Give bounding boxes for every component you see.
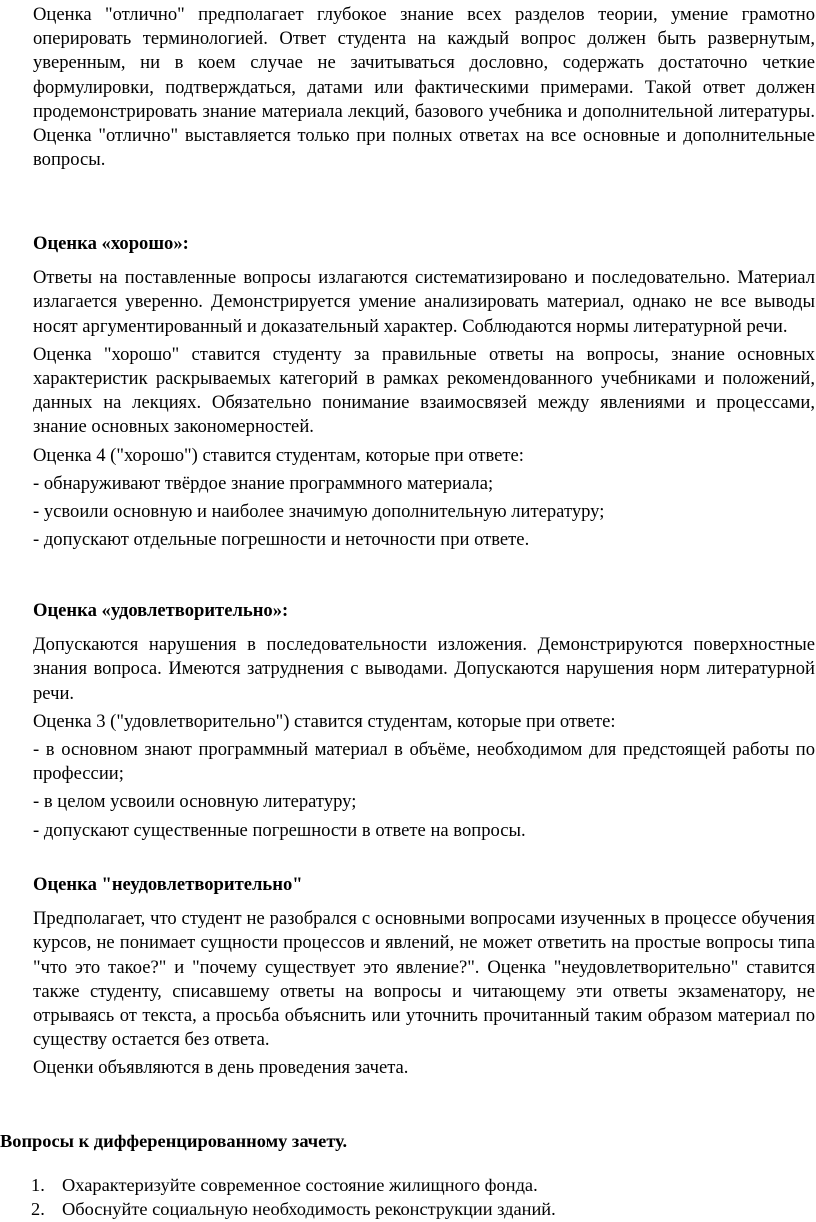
satisfactory-paragraph-2: Оценка 3 ("удовлетворительно") ставится студентам, которые при ответе: (33, 710, 616, 732)
questions-list (0, 1173, 816, 1221)
intro-section (33, 3, 815, 176)
satisfactory-list-item: - в целом усвоили основную литературу; (33, 791, 357, 813)
unsatisfactory-heading: Оценка "неудовлетворительно" (33, 874, 303, 895)
question-number: 1. (31, 1175, 45, 1195)
question-item (0, 1173, 816, 1197)
good-list-item: - усвоили основную и наиболее значимую дополнительную литературу; (33, 501, 605, 523)
satisfactory-heading: Оценка «удовлетворительно»: (33, 600, 289, 621)
good-section (33, 232, 815, 556)
good-paragraph-3: Оценка 4 ("хорошо") ставится студентам, которые при ответе: (33, 444, 524, 466)
unsatisfactory-section (33, 873, 815, 1085)
question-text: Охарактеризуйте современное состояние жилищного фонда. (62, 1175, 538, 1195)
unsatisfactory-paragraph-1: Предполагает, что студент не разобрался с основными вопросами изученных в процессе обучения курсов, не понимает сущности процессов и явлений, не может ответить на простые вопросы типа "что это такое?" и "почему существует это явление?". Оценка "неудовлетворительно" ставится также студенту, списавшему ответы на вопросы и читающему эти ответы экзаменатору, не отрываясь от текста, а просьба объяснить или уточнить прочитанный таким образом материал по существу остается без ответа. (33, 908, 815, 1051)
satisfactory-paragraph-1: Допускаются нарушения в последовательности изложения. Демонстрируются поверхностные знания вопроса. Имеются затруднения с выводами. Допускаются нарушения норм литературной речи. (33, 634, 815, 704)
question-item (0, 1197, 816, 1221)
questions-heading: Вопросы к дифференцированному зачету. (0, 1131, 348, 1151)
good-list-item: - обнаруживают твёрдое знание программного материала; (33, 472, 494, 494)
good-paragraph-2: Оценка "хорошо" ставится студенту за правильные ответы на вопросы, знание основных характеристик раскрываемых категорий в рамках рекомендованного учебниками и положений, данных на лекциях. Обязательно понимание взаимосвязей между явлениями и процессами, знание основных закономерностей. (33, 343, 815, 438)
satisfactory-section (33, 599, 815, 847)
satisfactory-list-item: - допускают существенные погрешности в ответе на вопросы. (33, 819, 526, 841)
intro-paragraph: Оценка "отлично" предполагает глубокое знание всех разделов теории, умение грамотно оперировать терминологией. Ответ студента на каждый вопрос должен быть развернутым, уверенным, ни в коем случае не зачитываться дословно, содержать достаточно четкие формулировки, подтверждаться, датами или фактическими примерами. Такой ответ должен продемонстрировать знание материала лекций, базового учебника и дополнительной литературы. Оценка "отлично" выставляется только при полных ответах на все основные и дополнительные вопросы. (33, 4, 815, 171)
satisfactory-list-item: - в основном знают программный материал в объёме, необходимом для предстоящей работы по профессии; (33, 739, 815, 785)
unsatisfactory-paragraph-2: Оценки объявляются в день проведения зачета. (33, 1057, 409, 1079)
good-heading: Оценка «хорошо»: (33, 233, 189, 254)
good-list-item: - допускают отдельные погрешности и неточности при ответе. (33, 529, 530, 551)
good-paragraph-1: Ответы на поставленные вопросы излагаются систематизировано и последовательно. Материал излагается уверенно. Демонстрируется умение анализировать материал, однако не все выводы носят аргументированный и доказательный характер. Соблюдаются нормы литературной речи. (33, 267, 815, 337)
question-number: 2. (31, 1199, 45, 1219)
question-text: Обоснуйте социальную необходимость реконструкции зданий. (62, 1199, 556, 1219)
